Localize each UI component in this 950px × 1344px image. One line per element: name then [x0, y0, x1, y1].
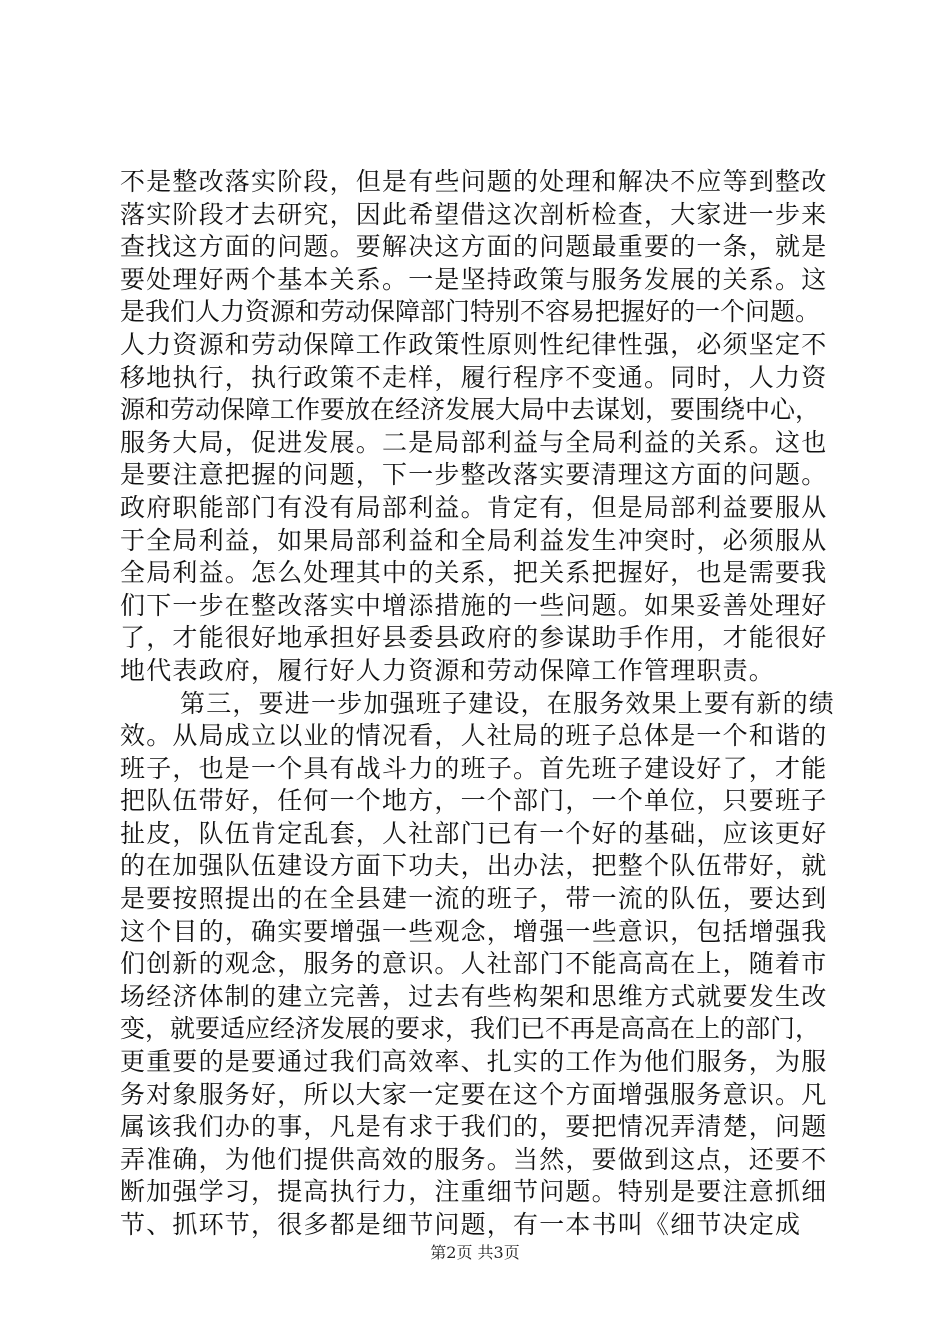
text-line: 弄准确，为他们提供高效的服务。当然，要做到这点，还要不 — [120, 1144, 828, 1174]
text-line: 更重要的是要通过我们高效率、扎实的工作为他们服务，为服 — [120, 1047, 828, 1077]
text-line: 们创新的观念，服务的意识。人社部门不能高高在上，随着市 — [120, 949, 828, 979]
text-line: 不是整改落实阶段，但是有些问题的处理和解决不应等到整改 — [120, 167, 828, 196]
text-line: 服务大局，促进发展。二是局部利益与全局利益的关系。这也 — [120, 427, 828, 457]
text-line: 场经济体制的建立完善，过去有些构架和思维方式就要发生改 — [120, 981, 828, 1011]
text-line: 全局利益。怎么处理其中的关系，把关系把握好，也是需要我 — [120, 558, 828, 588]
text-line: 的在加强队伍建设方面下功夫，出办法，把整个队伍带好，就 — [120, 851, 828, 881]
text-line: 们下一步在整改落实中增添措施的一些问题。如果妥善处理好 — [120, 590, 828, 620]
text-line: 把队伍带好，任何一个地方，一个部门，一个单位，只要班子 — [120, 786, 828, 816]
text-line: 了，才能很好地承担好县委县政府的参谋助手作用，才能很好 — [120, 623, 828, 653]
text-line: 是要按照提出的在全县建一流的班子，带一流的队伍，要达到 — [120, 884, 828, 914]
text-line: 效。从局成立以业的情况看，人社局的班子总体是一个和谐的 — [120, 721, 828, 751]
text-line: 查找这方面的问题。要解决这方面的问题最重要的一条，就是 — [120, 232, 828, 262]
page-footer — [0, 1243, 950, 1263]
text-line: 政府职能部门有没有局部利益。肯定有，但是局部利益要服从 — [120, 492, 828, 522]
text-line: 于全局利益，如果局部利益和全局利益发生冲突时，必须服从 — [120, 525, 828, 555]
text-line: 人力资源和劳动保障工作政策性原则性纪律性强，必须坚定不 — [120, 329, 828, 359]
text-line: 节、抓环节，很多都是细节问题，有一本书叫《细节决定成 — [120, 1210, 802, 1239]
text-line: 移地执行，执行政策不走样，履行程序不变通。同时，人力资 — [120, 362, 828, 392]
text-line: 这个目的，确实要增强一些观念，增强一些意识，包括增强我 — [120, 916, 828, 946]
text-line: 扯皮，队伍肯定乱套，人社部门已有一个好的基础，应该更好 — [120, 818, 828, 848]
text-line: 地代表政府，履行好人力资源和劳动保障工作管理职责。 — [120, 655, 776, 685]
text-line: 断加强学习，提高执行力，注重细节问题。特别是要注意抓细 — [120, 1177, 828, 1207]
text-line: 要处理好两个基本关系。一是坚持政策与服务发展的关系。这 — [120, 264, 828, 294]
text-line: 班子，也是一个具有战斗力的班子。首先班子建设好了，才能 — [120, 753, 828, 783]
text-line: 务对象服务好，所以大家一定要在这个方面增强服务意识。凡 — [120, 1079, 828, 1109]
paragraph-start-line: 第三，要进一步加强班子建设，在服务效果上要有新的绩 — [180, 688, 836, 718]
text-line: 落实阶段才去研究，因此希望借这次剖析检查，大家进一步来 — [120, 199, 828, 229]
text-line: 变，就要适应经济发展的要求，我们已不再是高高在上的部门， — [120, 1014, 821, 1044]
text-line: 源和劳动保障工作要放在经济发展大局中去谋划，要围绕中心， — [120, 395, 821, 425]
body-text — [120, 166, 840, 1242]
text-line: 属该我们办的事，凡是有求于我们的，要把情况弄清楚，问题 — [120, 1112, 828, 1142]
page-number-label: 第2页 共3页 — [430, 1243, 520, 1262]
text-line: 是要注意把握的问题，下一步整改落实要清理这方面的问题。 — [120, 460, 828, 490]
text-line: 是我们人力资源和劳动保障部门特别不容易把握好的一个问题。 — [120, 297, 821, 327]
